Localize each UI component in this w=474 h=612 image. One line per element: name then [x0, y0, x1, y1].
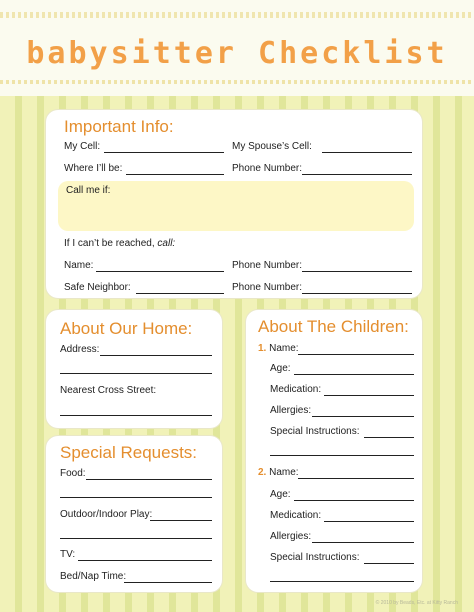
food-label: Food:	[60, 468, 86, 479]
about-children-heading: About The Children:	[258, 317, 409, 336]
child-1-special-label: Special Instructions:	[270, 426, 360, 437]
child-2-medication-label: Medication:	[270, 510, 322, 521]
unreached-call-label: call:	[157, 238, 176, 249]
child-2-special-field-2[interactable]	[270, 570, 414, 582]
child-1-allergies-field[interactable]	[312, 405, 414, 417]
special-requests-heading: Special Requests:	[60, 443, 198, 462]
neighbor-label: Safe Neighbor:	[64, 282, 131, 293]
play-field-2[interactable]	[60, 527, 212, 539]
header-stripe-top	[0, 12, 474, 18]
phone-field-3[interactable]	[302, 282, 412, 294]
tv-field[interactable]	[78, 549, 212, 561]
child-2-special-field[interactable]	[364, 552, 414, 564]
tv-label: TV:	[60, 549, 76, 560]
important-info-heading: Important Info:	[64, 117, 174, 136]
about-home-heading: About Our Home:	[60, 319, 193, 338]
child-1-special-field-2[interactable]	[270, 444, 414, 456]
cross-street-label: Nearest Cross Street:	[60, 385, 157, 396]
child-2-special-label: Special Instructions:	[270, 552, 360, 563]
phone-field-2[interactable]	[302, 260, 412, 272]
child-1-number: 1.	[258, 343, 267, 354]
child-2-medication-field[interactable]	[324, 510, 414, 522]
food-field[interactable]	[86, 468, 212, 480]
page-title: babysitter Checklist	[26, 36, 448, 71]
child-1-medication-field[interactable]	[324, 384, 414, 396]
spouse-cell-field[interactable]	[322, 141, 412, 153]
phone-label-1: Phone Number:	[232, 163, 303, 174]
phone-field-1[interactable]	[302, 163, 412, 175]
child-1-allergies-label: Allergies:	[270, 405, 312, 416]
spouse-cell-label: My Spouse’s Cell:	[232, 141, 312, 152]
child-1-medication-label: Medication:	[270, 384, 322, 395]
call-me-if-label: Call me if:	[66, 185, 111, 196]
copyright-text: © 2010 by Beads, Etc. at Kitty Ranch	[375, 600, 458, 606]
call-me-if-box[interactable]	[58, 181, 414, 231]
bedtime-field[interactable]	[124, 571, 212, 583]
child-1-name-field[interactable]	[298, 343, 414, 355]
neighbor-field[interactable]	[136, 282, 224, 294]
bedtime-label: Bed/Nap Time:	[60, 571, 127, 582]
child-2-allergies-label: Allergies:	[270, 531, 312, 542]
child-1-age-field[interactable]	[294, 363, 414, 375]
my-cell-label: My Cell:	[64, 141, 101, 152]
child-2-allergies-field[interactable]	[312, 531, 414, 543]
child-1-age-label: Age:	[270, 363, 291, 374]
play-label: Outdoor/Indoor Play:	[60, 509, 153, 520]
where-label: Where I’ll be:	[64, 163, 123, 174]
child-2-name-field[interactable]	[298, 467, 414, 479]
header-banner	[0, 0, 474, 96]
food-field-2[interactable]	[60, 486, 212, 498]
child-1-name-label: Name:	[269, 343, 299, 354]
phone-label-3: Phone Number:	[232, 282, 303, 293]
child-2-age-label: Age:	[270, 489, 291, 500]
contact-name-label: Name:	[64, 260, 94, 271]
address-label: Address:	[60, 344, 100, 355]
address-field[interactable]	[100, 344, 212, 356]
child-2-name-label: Name:	[269, 467, 299, 478]
address-field-2[interactable]	[60, 362, 212, 374]
header-stripe-bottom	[0, 80, 474, 84]
child-1-special-field[interactable]	[364, 426, 414, 438]
child-2-age-field[interactable]	[294, 489, 414, 501]
my-cell-field[interactable]	[104, 141, 224, 153]
unreached-label: If I can’t be reached,	[64, 238, 155, 249]
where-field[interactable]	[126, 163, 224, 175]
phone-label-2: Phone Number:	[232, 260, 303, 271]
contact-name-field[interactable]	[96, 260, 224, 272]
play-field[interactable]	[150, 509, 212, 521]
child-2-number: 2.	[258, 467, 267, 478]
cross-street-field[interactable]	[60, 404, 212, 416]
